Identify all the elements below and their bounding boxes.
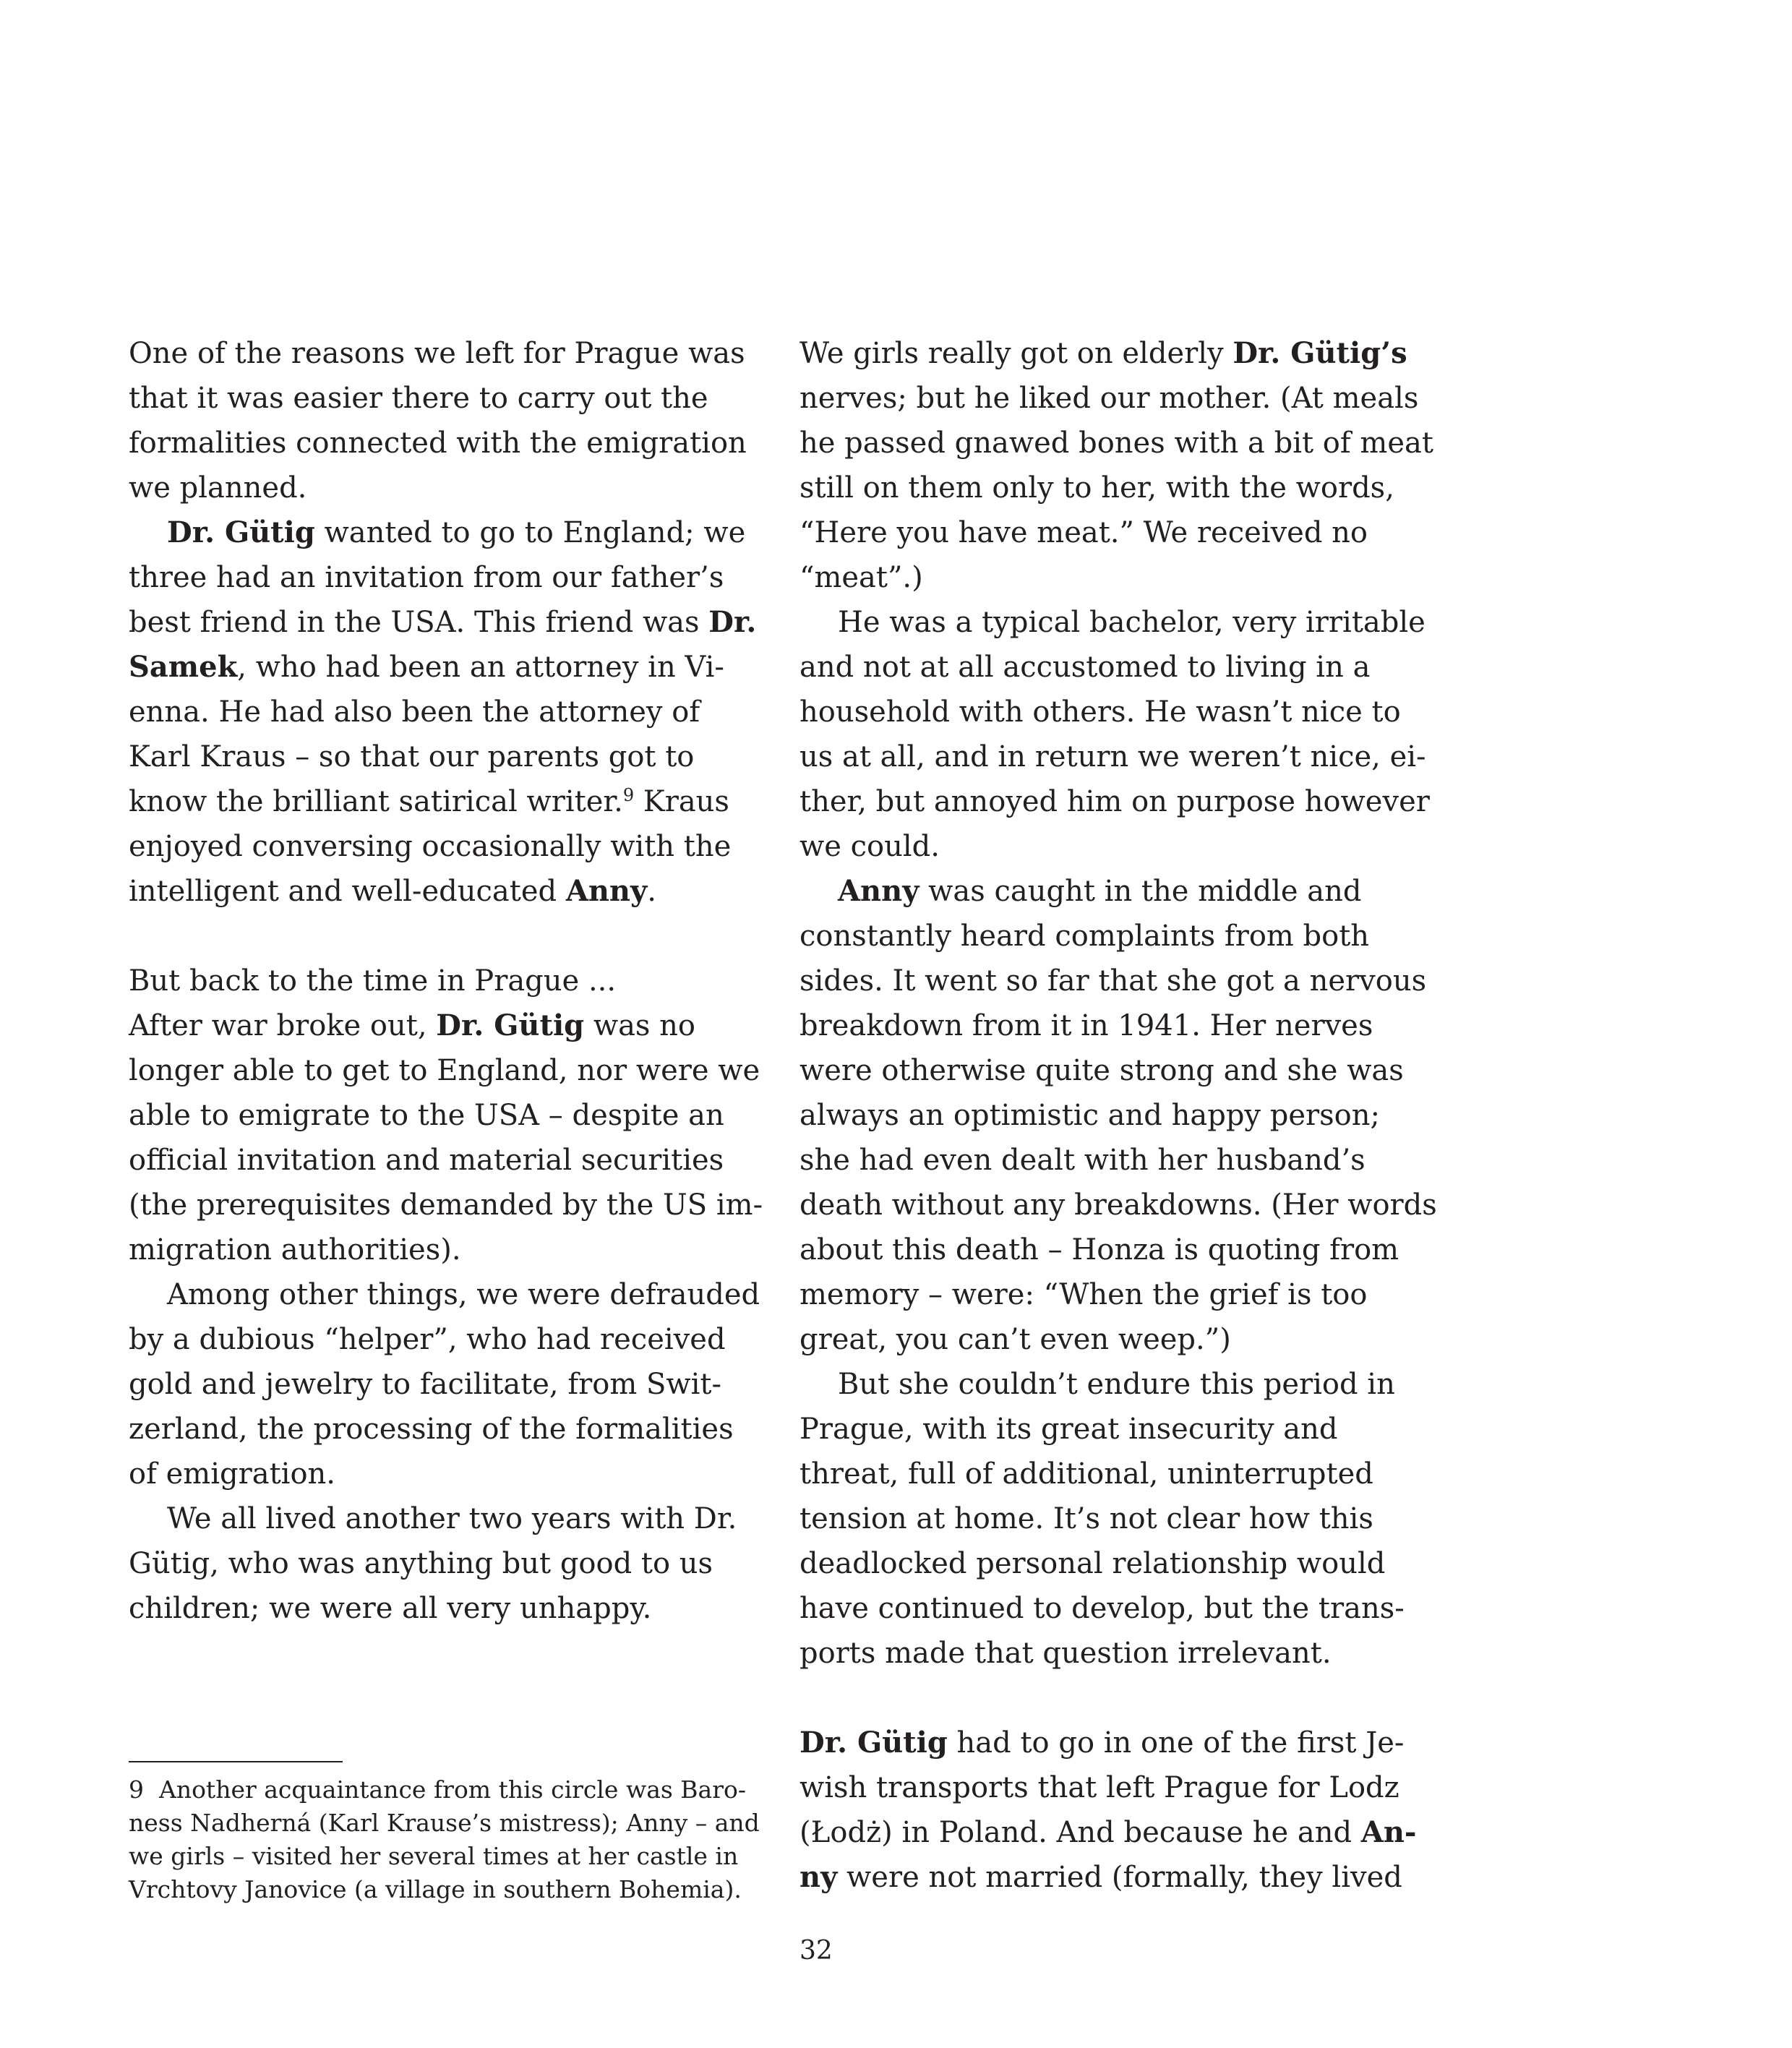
text-line: were otherwise quite strong and she was (799, 1054, 1404, 1087)
text-line: “Here you have meat.” We received no (799, 516, 1368, 549)
person-name: Dr. (708, 605, 757, 639)
person-name: Dr. Gütig (167, 515, 315, 549)
text-line: Prague, with its great insecurity and (799, 1413, 1338, 1446)
text-line (129, 510, 765, 555)
paragraph-back-to-prague (129, 959, 765, 1272)
person-name: Anny (565, 874, 648, 908)
paragraph-nerves (799, 331, 1436, 600)
paragraph-invitation (129, 510, 765, 914)
paragraph-could-not-endure (799, 1362, 1436, 1676)
text-line: One of the reasons we left for Prague was (129, 337, 745, 370)
text-line: formalities connected with the emigration (129, 427, 747, 460)
text-line (129, 645, 765, 690)
text-line: ports made that question irrelevant. (799, 1637, 1332, 1670)
text-line: tension at home. It’s not clear how this (799, 1502, 1373, 1535)
text-line (799, 1855, 1436, 1900)
text-line: zerland, the processing of the formalities (129, 1413, 734, 1446)
paragraph-emigration (129, 331, 765, 510)
text-line: “meat”.) (799, 561, 923, 594)
paragraph-defrauded (129, 1272, 765, 1496)
left-column (129, 331, 765, 1631)
text-run: was no (584, 1009, 695, 1042)
text-line: we girls – visited her several times at her castle in (129, 1842, 739, 1870)
text-line: (the prerequisites demanded by the US im- (129, 1188, 763, 1222)
text-line: deadlocked personal relationship would (799, 1547, 1386, 1580)
text-line: he passed gnawed bones with a bit of meat (799, 427, 1433, 460)
text-line (129, 1003, 765, 1048)
text-line (129, 1773, 765, 1807)
text-line: household with others. He wasn’t nice to (799, 695, 1401, 729)
paragraph-transports (799, 1721, 1436, 1900)
text-line: great, you can’t even weep.”) (799, 1323, 1231, 1356)
text-run: had to go in one of the first Je- (947, 1726, 1405, 1760)
text-line (129, 869, 765, 914)
text-run: were not married (formally, they lived (837, 1861, 1402, 1894)
text-line: Among other things, we were defrauded (167, 1278, 760, 1311)
right-column (799, 331, 1436, 1900)
text-line: and not at all accustomed to living in a (799, 651, 1371, 684)
text-line: we planned. (129, 471, 307, 505)
text-line: memory – were: “When the grief is too (799, 1278, 1368, 1311)
text-line: ness Nadherná (Karl Krause’s mistress); Anny – and (129, 1809, 760, 1837)
text-line: breakdown from it in 1941. Her nerves (799, 1009, 1373, 1042)
text-line: children; we were all very unhappy. (129, 1592, 652, 1625)
text-line: ther, but annoyed him on purpose however (799, 785, 1430, 818)
text-run: , who had been an attorney in Vi- (237, 651, 724, 684)
text-line (799, 1810, 1436, 1855)
text-run: . (647, 875, 656, 908)
paragraph-bachelor (799, 600, 1436, 869)
text-run: was caught in the middle and (919, 875, 1362, 908)
text-line: us at all, and in return we weren’t nice, ei- (799, 740, 1426, 774)
text-run: After war broke out, (129, 1009, 437, 1042)
person-name: Samek (129, 650, 238, 684)
text-line: Karl Kraus – so that our parents got to (129, 740, 695, 774)
text-line: constantly heard complaints from both (799, 920, 1370, 953)
text-line: by a dubious “helper”, who had received (129, 1323, 726, 1356)
text-line: sides. It went so far that she got a nervous (799, 964, 1427, 998)
text-line: enna. He had also been the attorney of (129, 695, 700, 729)
text-run: wanted to go to England; we (314, 516, 746, 549)
person-name: An- (1360, 1815, 1417, 1849)
text-line: But she couldn’t endure this period in (838, 1368, 1395, 1401)
text-line: official invitation and material securities (129, 1144, 724, 1177)
footnote-reference[interactable]: 9 (622, 785, 635, 805)
person-name: Dr. Gütig (436, 1008, 585, 1042)
section-spacer (129, 914, 765, 959)
footnote (129, 1773, 765, 1906)
footnote-divider (129, 1761, 343, 1762)
text-line: But back to the time in Prague ... (129, 964, 617, 998)
text-line: about this death – Honza is quoting from (799, 1233, 1399, 1267)
text-line: gold and jewelry to facilitate, from Swit- (129, 1368, 722, 1401)
paragraph-two-years (129, 1496, 765, 1631)
page-number: 32 (799, 1936, 833, 1966)
text-line: longer able to get to England, nor were we (129, 1054, 760, 1087)
text-line (129, 600, 765, 645)
text-run: Another acquaintance from this circle was Baro- (158, 1775, 747, 1804)
text-line: enjoyed conversing occasionally with the (129, 830, 732, 863)
text-line (799, 1721, 1436, 1765)
person-name: Anny (838, 874, 919, 908)
text-line: Gütig, who was anything but good to us (129, 1547, 713, 1580)
text-line: threat, full of additional, uninterrupted (799, 1457, 1373, 1491)
text-line (799, 869, 1436, 914)
text-line: have continued to develop, but the trans- (799, 1592, 1405, 1625)
text-line: three had an invitation from our father’s (129, 561, 724, 594)
text-run: (Łodż) in Poland. And because he and (799, 1816, 1361, 1849)
text-line: wish transports that left Prague for Lodz (799, 1771, 1399, 1804)
text-line: still on them only to her, with the words, (799, 471, 1394, 505)
person-name: Dr. Gütig (799, 1726, 948, 1760)
text-run: We girls really got on elderly (799, 337, 1233, 370)
person-name: Dr. Gütig’s (1232, 336, 1407, 370)
text-run: Kraus (634, 785, 729, 818)
text-line: she had even dealt with her husband’s (799, 1144, 1366, 1177)
text-line: that it was easier there to carry out the (129, 382, 708, 415)
person-name: ny (799, 1860, 838, 1894)
section-spacer (799, 1676, 1436, 1721)
text-line: able to emigrate to the USA – despite an (129, 1099, 724, 1132)
text-run: intelligent and well-educated (129, 875, 566, 908)
text-line: migration authorities). (129, 1233, 461, 1267)
text-line: death without any breakdowns. (Her words (799, 1188, 1437, 1222)
text-line: always an optimistic and happy person; (799, 1099, 1380, 1132)
text-line (129, 779, 765, 824)
text-line: We all lived another two years with Dr. (167, 1502, 737, 1535)
text-line (799, 331, 1436, 376)
text-line: nerves; but he liked our mother. (At meals (799, 382, 1419, 415)
text-run: know the brilliant satirical writer. (129, 785, 623, 818)
text-line: we could. (799, 830, 940, 863)
text-line: He was a typical bachelor, very irritable (838, 606, 1426, 639)
text-run: best friend in the USA. This friend was (129, 606, 709, 639)
footnote-number: 9 (129, 1775, 144, 1804)
text-line: Vrchtovy Janovice (a village in southern Bohemia). (129, 1875, 742, 1903)
paragraph-caught-in-middle (799, 869, 1436, 1362)
text-line: of emigration. (129, 1457, 335, 1491)
